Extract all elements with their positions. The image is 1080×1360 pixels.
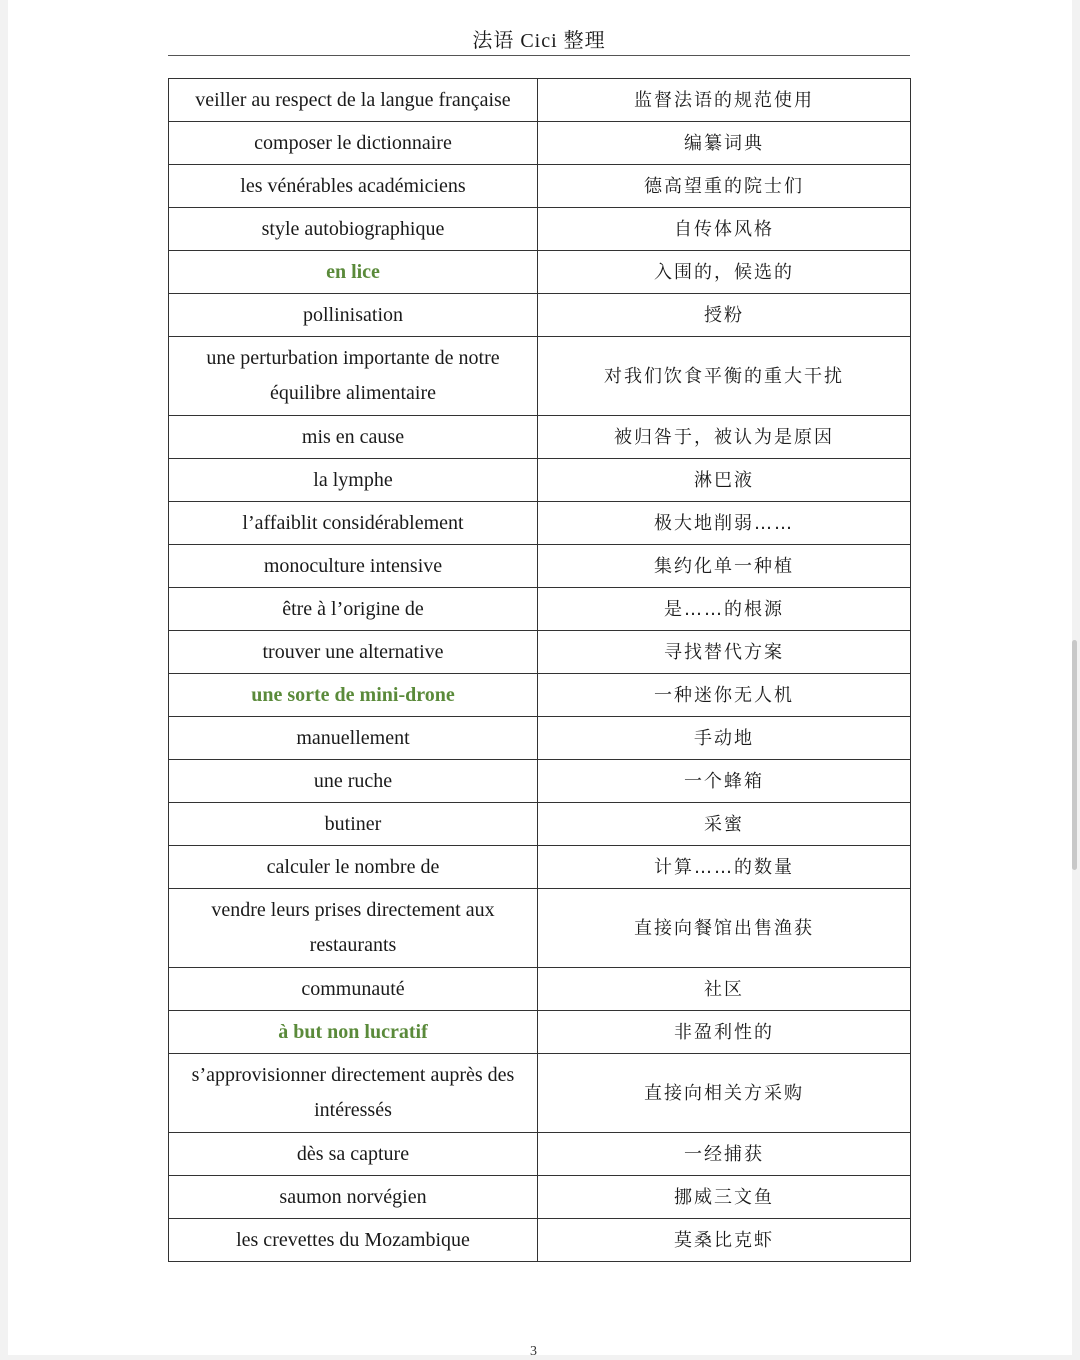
french-term-cell: vendre leurs prises directement aux restaurants	[169, 889, 538, 968]
chinese-translation-cell: 挪威三文鱼	[538, 1176, 911, 1219]
table-row	[169, 1054, 911, 1133]
chinese-translation-cell: 一种迷你无人机	[538, 674, 911, 717]
french-term-cell: saumon norvégien	[169, 1176, 538, 1219]
table-row	[169, 122, 911, 165]
chinese-translation-cell: 监督法语的规范使用	[538, 79, 911, 122]
french-term-cell: les crevettes du Mozambique	[169, 1219, 538, 1262]
french-term-cell: la lymphe	[169, 459, 538, 502]
chinese-translation-cell: 莫桑比克虾	[538, 1219, 911, 1262]
table-row	[169, 760, 911, 803]
french-term-cell: composer le dictionnaire	[169, 122, 538, 165]
table-row	[169, 631, 911, 674]
scrollbar[interactable]	[1072, 640, 1077, 870]
table-row	[169, 459, 911, 502]
chinese-translation-cell: 寻找替代方案	[538, 631, 911, 674]
table-row	[169, 846, 911, 889]
table-row	[169, 337, 911, 416]
french-term-cell: à but non lucratif	[169, 1011, 538, 1054]
chinese-translation-cell: 极大地削弱……	[538, 502, 911, 545]
chinese-translation-cell: 对我们饮食平衡的重大干扰	[538, 337, 911, 416]
vocabulary-table	[168, 78, 911, 1262]
chinese-translation-cell: 入围的，候选的	[538, 251, 911, 294]
french-term-cell: une perturbation importante de notre équilibre alimentaire	[169, 337, 538, 416]
chinese-translation-cell: 自传体风格	[538, 208, 911, 251]
chinese-translation-cell: 手动地	[538, 717, 911, 760]
chinese-translation-cell: 直接向相关方采购	[538, 1054, 911, 1133]
french-term-cell: pollinisation	[169, 294, 538, 337]
chinese-translation-cell: 计算……的数量	[538, 846, 911, 889]
table-row	[169, 294, 911, 337]
table-row	[169, 208, 911, 251]
table-row	[169, 1219, 911, 1262]
table-row	[169, 889, 911, 968]
page-header: 法语 Cici 整理	[168, 26, 910, 56]
table-row	[169, 545, 911, 588]
chinese-translation-cell: 集约化单一种植	[538, 545, 911, 588]
french-term-cell: dès sa capture	[169, 1133, 538, 1176]
chinese-translation-cell: 被归咎于，被认为是原因	[538, 416, 911, 459]
french-term-cell: les vénérables académiciens	[169, 165, 538, 208]
french-term-cell: une ruche	[169, 760, 538, 803]
page-number: 3	[530, 1344, 537, 1359]
chinese-translation-cell: 德高望重的院士们	[538, 165, 911, 208]
vocabulary-table-body	[169, 79, 911, 1262]
french-term-cell: une sorte de mini-drone	[169, 674, 538, 717]
table-row	[169, 717, 911, 760]
french-term-cell: style autobiographique	[169, 208, 538, 251]
french-term-cell: veiller au respect de la langue française	[169, 79, 538, 122]
french-term-cell: manuellement	[169, 717, 538, 760]
french-term-cell: s’approvisionner directement auprès des intéressés	[169, 1054, 538, 1133]
chinese-translation-cell: 采蜜	[538, 803, 911, 846]
chinese-translation-cell: 编纂词典	[538, 122, 911, 165]
french-term-cell: butiner	[169, 803, 538, 846]
french-term-cell: en lice	[169, 251, 538, 294]
table-row	[169, 803, 911, 846]
table-row	[169, 1133, 911, 1176]
chinese-translation-cell: 直接向餐馆出售渔获	[538, 889, 911, 968]
chinese-translation-cell: 社区	[538, 968, 911, 1011]
table-row	[169, 251, 911, 294]
french-term-cell: calculer le nombre de	[169, 846, 538, 889]
french-term-cell: mis en cause	[169, 416, 538, 459]
table-row	[169, 502, 911, 545]
chinese-translation-cell: 是……的根源	[538, 588, 911, 631]
french-term-cell: l’affaiblit considérablement	[169, 502, 538, 545]
chinese-translation-cell: 淋巴液	[538, 459, 911, 502]
chinese-translation-cell: 非盈利性的	[538, 1011, 911, 1054]
french-term-cell: monoculture intensive	[169, 545, 538, 588]
french-term-cell: trouver une alternative	[169, 631, 538, 674]
table-row	[169, 674, 911, 717]
table-row	[169, 968, 911, 1011]
chinese-translation-cell: 一经捕获	[538, 1133, 911, 1176]
table-row	[169, 79, 911, 122]
chinese-translation-cell: 授粉	[538, 294, 911, 337]
french-term-cell: communauté	[169, 968, 538, 1011]
table-row	[169, 1011, 911, 1054]
table-row	[169, 416, 911, 459]
table-row	[169, 1176, 911, 1219]
chinese-translation-cell: 一个蜂箱	[538, 760, 911, 803]
french-term-cell: être à l’origine de	[169, 588, 538, 631]
table-row	[169, 588, 911, 631]
table-row	[169, 165, 911, 208]
